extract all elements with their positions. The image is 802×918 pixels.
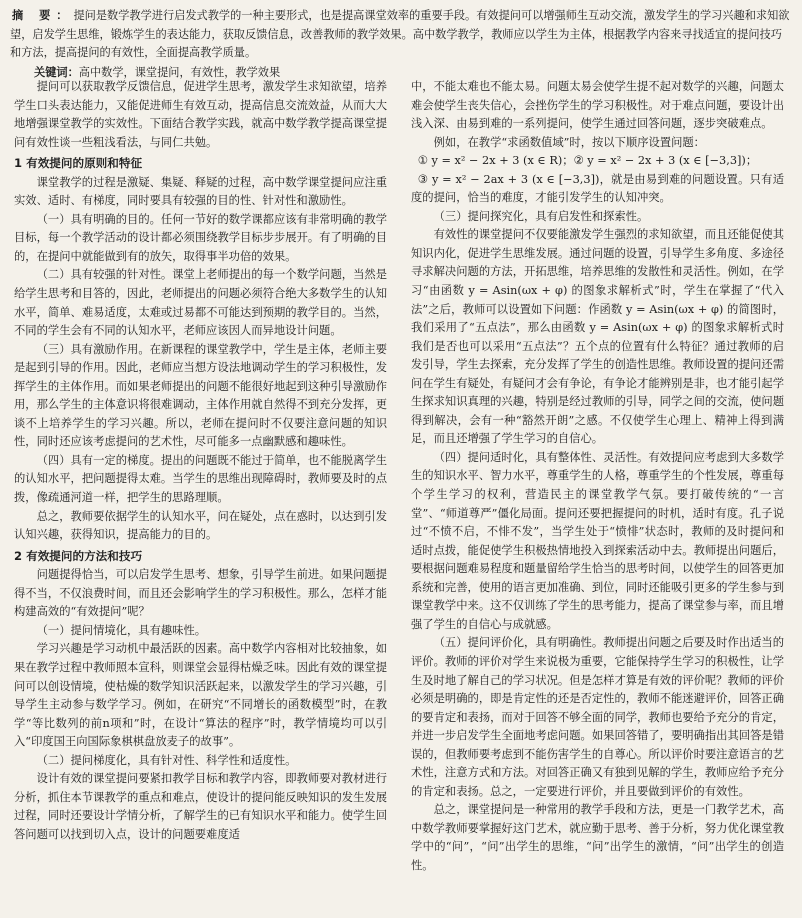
abstract-text: 提问是数学教学进行启发式教学的一种主要形式，也是提高课堂效率的重要手段。有效提问可以增强师生互动交流，激发学生的学习兴趣和求知欲望，启发学生思维，锻炼学生的表达能力，获取反馈信息，改善教师的教学效果。高中数学教学，教师应以学生为主体，根据教学内容来寻找适宜的提问技巧和方法，提高提问的有效性，全面提高教学质量。 [10,9,790,59]
paragraph: （二）具有较强的针对性。课堂上老师提出的每一个数学问题，当然是给学生思考和目答的，因此，老师提出的问题必须符合绝大多数学生的认知水平，简单、难易适度，太难或过易都不可能达到预期的教学目的。当然，不同的学生会有不同的认知水平，老师应该因人而异地设计问题。 [14,268,387,338]
paragraph: 课堂教学的过程是激疑、集疑、释疑的过程，高中数学课堂提问应注重实效、适时、有梯度，同时要具有较强的目的性、针对性和激励性。 [14,175,387,208]
paragraph: （四）具有一定的梯度。提出的问题既不能过于简单，也不能脱离学生的认知水平，把问题提得太难。当学生的思维出现障碍时，教师要及时的点拨，像疏通河道一样，把学生的思路理顺。 [14,453,387,505]
subheading: （三）提问探究化，具有启发性和探索性。 [433,209,649,223]
paragraph: （四）提问适时化，具有整体性、灵活性。有效提问应考虑到大多数学生的知识水平、智力水平，尊重学生的人格，尊重学生的个性发展，尊重每个学生学习的权利，营造民主的课堂教学气氛。要打破传统的“一言堂”、“师道尊严”僵化局面。提问还要把握提问的时机，适时有度。孔子说过“不愤不启，不悱不发”，当学生处于“愤悱”状态时，教师的及时提问和适时点拨，能促使学生积极热情地投入到探索活动中去。教师提出问题后，要根据问题难易程度和题量留给学生恰当的思考时间，以使学生的回答更加系统和完善，使用的语言更加准确、到位，同时还能吸引更多的学生参与到课堂教学中来。这不仅训练了学生的思考能力，提高了课堂参与率，而且增强了学生的自信心与成就感。 [411,450,784,631]
keywords-label: 关键词： [34,64,79,79]
paragraph: 总之，课堂提问是一种常用的教学手段和方法，更是一门教学艺术，高中数学教师要掌握好这门艺术，就应勤于思考、善于分析，努力优化课堂教学中的“问”，“问”出学生的思维，“问”出学生的激情，“问”出学生的创造性。 [411,803,784,872]
paragraph: （一）具有明确的目的。任何一节好的数学课都应该有非常明确的教学目标，每一个教学活动的设计都必须围绕教学目标步步展开。有了明确的目的，在提问中就能做到有的放矢，取得事半功倍的效果。 [14,212,387,263]
formula-line: ① y = x² − 2x + 3 (x ∈ R)；② y = x² − 2x + 3 (x ∈ [−3,3])； [417,154,758,168]
intro-paragraph: 提问可以获取教学反馈信息，促进学生思考，激发学生求知欲望，培养学生口头表达能力，又能促进师生有效互动，提高信息交流效益，从而大大地增强课堂教学的实效性。下面结合教学实践，就高中数学教学提高课堂提问有效性谈一些粗浅看法，与同仁共勉。 [14,80,387,149]
left-column [14,78,387,844]
paragraph: （三）具有激励作用。在新课程的课堂教学中，学生是主体，老师主要是起到引导的作用。因此，老师应当想方设法地调动学生的学习积极性，发挥学生的主体作用。而如果老师提出的问题不能很好地起到这种引导激励作用，那么学生的主体意识将很难调动，主体作用就自然得不到充分发挥，更谈不上培养学生的学习兴趣。所以，老师在提问时不仅要注意问题的知识性，同时还应该考虑提问的艺术性，尽可能多一点幽默感和趣味性。 [14,342,387,449]
paragraph: 学习兴趣是学习动机中最活跃的因素。高中数学内容相对比较抽象，如果在教学过程中教师照本宣科，则课堂会显得枯燥乏味。因此有效的课堂提问可以创设情境，使枯燥的数学知识活跃起来，以激发学生的学习兴趣，引导学生主动参与数学学习。例如，在研究“不同增长的函数模型”时，在教学“等比数列的前n项和”时，在设计“算法的程序”时，教学情境均可以引入“印度国王向国际象棋棋盘放麦子的故事”。 [14,642,387,749]
paragraph: 有效性的课堂提问不仅要能激发学生强烈的求知欲望，而且还能促使其知识内化，促进学生思维发展。通过问题的设置，引导学生多角度、多途径寻求解决问题的方法，开拓思维，培养思维的发散性和灵活性。例如，在学习“由函数 y = Asin(ωx + φ) 的图象求解析式”时，学生在掌握了“代入法”之后，教师可以设置如下问题：作函数 y = Asin(ωx + φ) 的简图时，我们采用了“五点法”，那么由函数 y = Asin(ωx + φ) 的图象求解析式时我们是否也可以采用“五点法”？五个点的位置有什么特征？通过教师的启发引导，学生去探索，充分发挥了学生的创造性思维。教师设置的提问还需问在学生有疑处，有疑问才会有争论，有争论才能辨别是非，也才能引起学生探求知识真理的兴趣，特别是经过教师的引导，同学之间的交流，使问题得到解决，会有一种“豁然开朗”之感。不仅使学生心理上、精神上得到满足，而且还增强了学生学习的自信心。 [411,228,784,446]
right-column [411,78,784,876]
paragraph: 问题提得恰当，可以启发学生思考、想象，引导学生前进。如果问题提得不当，不仅浪费时间，而且还会影响学生的学习积极性。那么，怎样才能构建高效的“有效提问”呢？ [14,568,387,619]
paragraph: （五）提问评价化，具有明确性。教师提出问题之后要及时作出适当的评价。教师的评价对学生来说极为重要，它能保持学生学习的积极性，让学生及时地了解自己的学习状况。但是怎样才算是有效的评价呢？教师的评价必须是明确的，即是肯定性的还是否定性的，教师不能迷避评价，回答正确的要肯定和表扬，而对于回答不够全面的同学，教师也要给予充分的肯定，并进一步启发学生全面地考虑问题。如果回答错了，要明确指出其回答是错误的，但教师要考虑到不能伤害学生的自尊心。所以评价时要注意语言的艺术性，注意方式和方法。对回答正确又有独到见解的学生，教师应给予充分的肯定和表扬。总之，一定要进行评价，并且要做到评价的有效性。 [411,636,784,798]
paragraph: 中，不能太难也不能太易。问题太易会使学生提不起对数学的兴趣，问题太难会使学生丧失信心，会挫伤学生的学习积极性。对于难点问题，要设计出浅入深、由易到难的一系列提问，使学生通过回答问题，逐步突破难点。 [411,80,784,131]
formula-line: ③ y = x² − 2ax + 3 (x ∈ [−3,3])，就是由易到难的问题设置。只有适度的提问，恰当的难度，才能引发学生的认知冲突。 [411,172,784,205]
abstract-label: 摘 要： [12,8,74,22]
paragraph: 总之，教师要依据学生的认知水平，问在疑处，点在惑时，以达到引发认知兴趣，获得知识，提高能力的目的。 [14,509,387,542]
keywords-text: 高中数学，课堂提问，有效性，教学效果 [78,65,281,79]
abstract [10,6,792,63]
paragraph: 例如，在教学“求函数值域”时，按以下顺序设置问题： [433,135,705,149]
paragraph: 设计有效的课堂提问要紧扣教学目标和教学内容，即教师要对教材进行分析，抓住本节课教学的重点和难点，使设计的提问能反映知识的发生发展过程，同时还要设计学情分析，了解学生的已有知识水平和能力。使学生回答问题可以找到切入点，设计的问题要难度适 [14,772,387,841]
subheading: （一）提问情境化，具有趣味性。 [36,623,207,637]
subheading: （二）提问梯度化，具有针对性、科学性和适度性。 [36,753,297,767]
section-heading-1: 1 有效提问的原则和特征 [14,156,143,171]
body-columns [14,78,792,914]
section-heading-2: 2 有效提问的方法和技巧 [14,548,143,563]
